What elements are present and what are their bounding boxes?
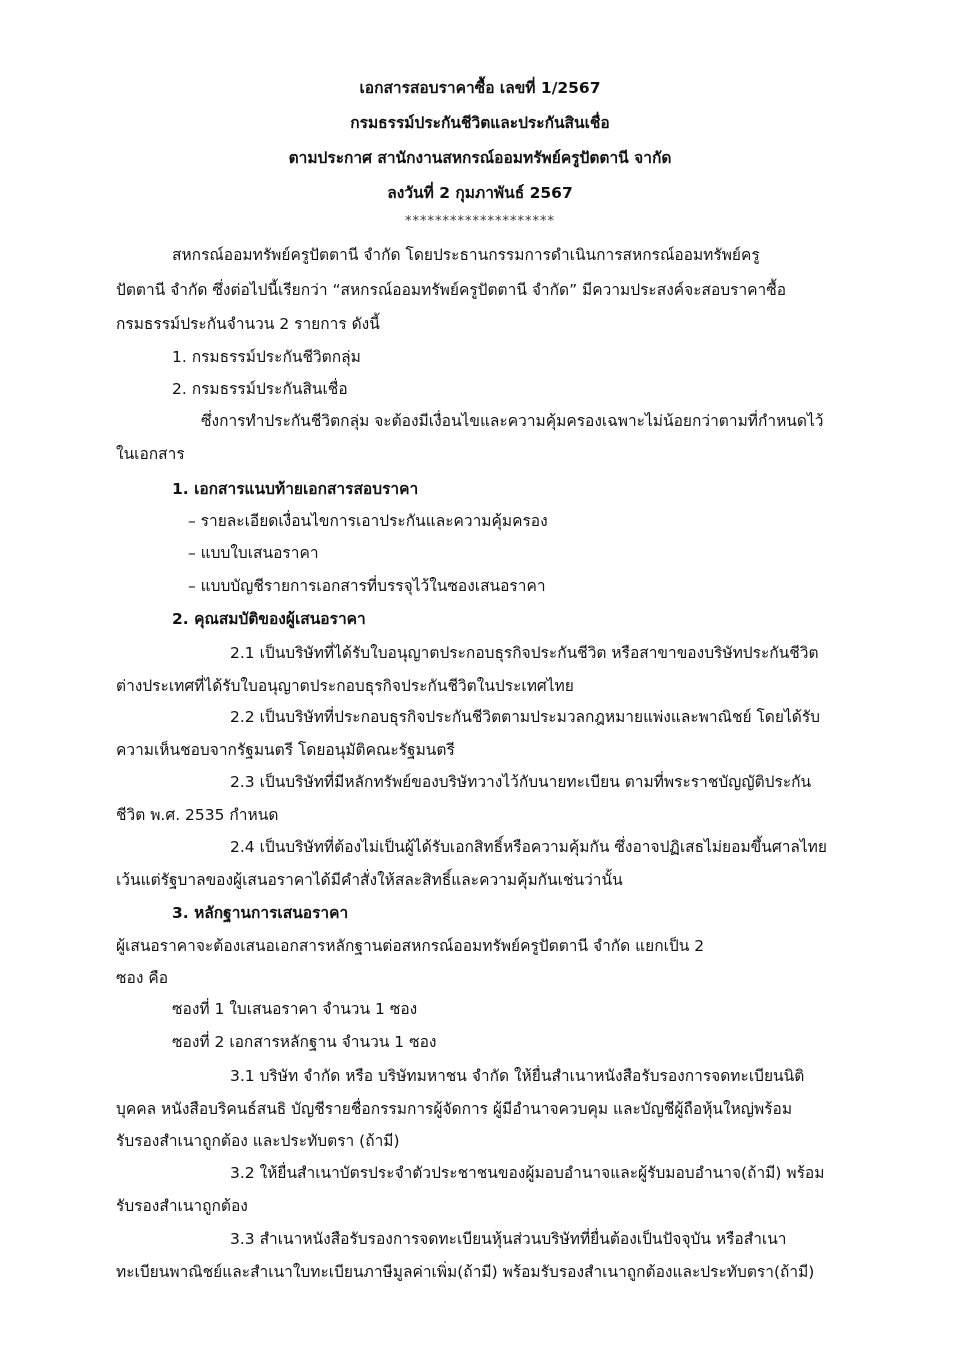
divider-stars: ******************** bbox=[405, 214, 555, 229]
envelope-1: ซองที่ 1 ใบเสนอราคา จำนวน 1 ซอง bbox=[172, 1000, 418, 1018]
bullet-item: – รายละเอียดเงื่อนไขการเอาประกันและความคุ้มครอง bbox=[188, 512, 548, 530]
intro-line-2: ปัตตานี จำกัด ซึ่งต่อไปนี้เรียกว่า “สหกรณ์ออมทรัพย์ครูปัตตานี จำกัด” มีความประสงค์จะสอบราคาซื้อ bbox=[116, 281, 787, 299]
section-3-intro-line-1: ผู้เสนอราคาจะต้องเสนอเอกสารหลักฐานต่อสหกรณ์ออมทรัพย์ครูปัตตานี จำกัด แยกเป็น 2 bbox=[116, 937, 705, 955]
clause-2-2-line-1: 2.2 เป็นบริษัทที่ประกอบธุรกิจประกันชีวิตตามประมวลกฎหมายแพ่งและพาณิชย์ โดยได้รับ bbox=[230, 708, 820, 726]
bullet-item: – แบบใบเสนอราคา bbox=[188, 544, 319, 562]
clause-2-1-line-2: ต่างประเทศที่ได้รับใบอนุญาตประกอบธุรกิจประกันชีวิตในประเทศไทย bbox=[116, 677, 574, 695]
clause-3-2-line-1: 3.2 ให้ยื่นสำเนาบัตรประจำตัวประชาชนของผู้มอบอำนาจและผู้รับมอบอำนาจ(ถ้ามี) พร้อม bbox=[230, 1164, 825, 1182]
section-3-intro-line-2: ซอง คือ bbox=[116, 969, 169, 987]
doc-title: เอกสารสอบราคาซื้อ เลขที่ 1/2567 bbox=[359, 79, 601, 97]
section-3-heading: 3. หลักฐานการเสนอราคา bbox=[172, 904, 349, 922]
clause-2-4-line-1: 2.4 เป็นบริษัทที่ต้องไม่เป็นผู้ได้รับเอกสิทธิ์หรือความคุ้มกัน ซึ่งอาจปฏิเสธไม่ยอมขึ้นศาลไทย bbox=[230, 838, 827, 856]
clause-2-3-line-1: 2.3 เป็นบริษัทที่มีหลักทรัพย์ของบริษัทวางไว้กับนายทะเบียน ตามที่พระราชบัญญัติประกัน bbox=[230, 773, 812, 791]
section-2-heading: 2. คุณสมบัติของผู้เสนอราคา bbox=[172, 610, 366, 628]
section-1-heading: 1. เอกสารแนบท้ายเอกสารสอบราคา bbox=[172, 480, 419, 498]
clause-2-3-line-2: ชีวิต พ.ศ. 2535 กำหนด bbox=[116, 806, 279, 824]
clause-3-2-line-2: รับรองสำเนาถูกต้อง bbox=[116, 1197, 248, 1215]
clause-2-1-line-1: 2.1 เป็นบริษัทที่ได้รับใบอนุญาตประกอบธุรกิจประกันชีวิต หรือสาขาของบริษัทประกันชีวิต bbox=[230, 644, 819, 662]
clause-3-3-line-2: ทะเบียนพาณิชย์และสำเนาใบทะเบียนภาษีมูลค่าเพิ่ม(ถ้ามี) พร้อมรับรองสำเนาถูกต้องและประทับตรา(ถ้ามี) bbox=[116, 1263, 815, 1281]
clause-2-4-line-2: เว้นแต่รัฐบาลของผู้เสนอราคาได้มีคำสั่งให้สละสิทธิ์และความคุ้มกันเช่นว่านั้น bbox=[116, 871, 623, 889]
condition-line-1: ซึ่งการทำประกันชีวิตกลุ่ม จะต้องมีเงื่อนไขและความคุ้มครองเฉพาะไม่น้อยกว่าตามที่กำหนดไว้ bbox=[201, 412, 824, 430]
list-item: 2. กรมธรรม์ประกันสินเชื่อ bbox=[172, 380, 348, 398]
doc-subject: กรมธรรม์ประกันชีวิตและประกันสินเชื่อ bbox=[350, 114, 610, 132]
list-item: 1. กรมธรรม์ประกันชีวิตกลุ่ม bbox=[172, 348, 361, 366]
doc-issuer: ตามประกาศ สานักงานสหกรณ์ออมทรัพย์ครูปัตตานี จากัด bbox=[288, 149, 672, 167]
clause-3-1-line-3: รับรองสำเนาถูกต้อง และประทับตรา (ถ้ามี) bbox=[116, 1132, 400, 1150]
bullet-item: – แบบบัญชีรายการเอกสารที่บรรจุไว้ในซองเสนอราคา bbox=[188, 577, 546, 595]
intro-line-1: สหกรณ์ออมทรัพย์ครูปัตตานี จำกัด โดยประธานกรรมการดำเนินการสหกรณ์ออมทรัพย์ครู bbox=[172, 246, 760, 264]
doc-date: ลงวันที่ 2 กุมภาพันธ์ 2567 bbox=[387, 184, 573, 202]
clause-2-2-line-2: ความเห็นชอบจากรัฐมนตรี โดยอนุมัติคณะรัฐมนตรี bbox=[116, 741, 455, 759]
intro-line-3: กรมธรรม์ประกันจำนวน 2 รายการ ดังนี้ bbox=[116, 315, 380, 333]
condition-line-2: ในเอกสาร bbox=[116, 445, 185, 463]
envelope-2: ซองที่ 2 เอกสารหลักฐาน จำนวน 1 ซอง bbox=[172, 1033, 437, 1051]
clause-3-3-line-1: 3.3 สำเนาหนังสือรับรองการจดทะเบียนหุ้นส่วนบริษัทที่ยื่นต้องเป็นปัจจุบัน หรือสำเนา bbox=[230, 1230, 787, 1248]
clause-3-1-line-1: 3.1 บริษัท จำกัด หรือ บริษัทมหาชน จำกัด ให้ยื่นสำเนาหนังสือรับรองการจดทะเบียนนิติ bbox=[230, 1067, 805, 1085]
clause-3-1-line-2: บุคคล หนังสือบริคนธ์สนธิ บัญชีรายชื่อกรรมการผู้จัดการ ผู้มีอำนาจควบคุม และบัญชีผู้ถือหุ้นใหญ่พร้อม bbox=[116, 1100, 793, 1118]
